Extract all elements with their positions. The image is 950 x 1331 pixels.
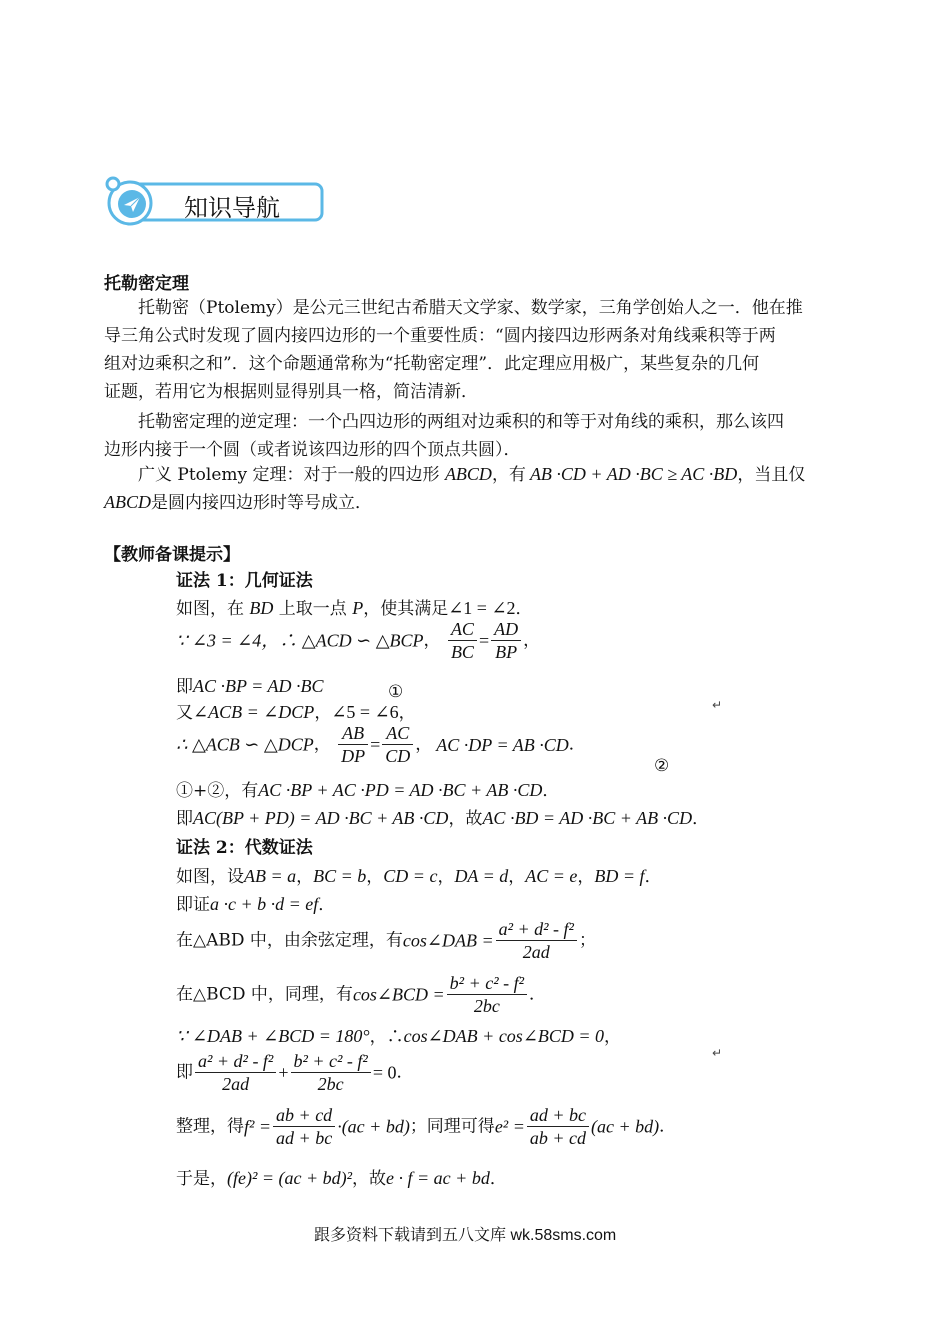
proof1-line1: 如图，在 BD 上取一点 P，使其满足∠1 = ∠2． <box>176 598 533 619</box>
intro-para3-line1: 广义 Ptolemy 定理：对于一般的四边形 ABCD，有 AB ·CD + AD ·BC ≥ AC ·BD，当且仅 <box>138 464 806 485</box>
section-title: 知识导航 <box>184 194 280 222</box>
intro-para1-line4: 证题，若用它为根据则显得别具一格，简洁清新． <box>104 382 478 402</box>
intro-heading: 托勒密定理 <box>104 274 189 294</box>
intro-para2-line1: 托勒密定理的逆定理：一个凸四边形的两组对边乘积的和等于对角线的乘积，那么该四 <box>138 412 784 432</box>
ptolemy-inequality: AB ·CD + AD ·BC ≥ AC ·BD <box>529 464 738 484</box>
proof1-line2: ∵ ∠3 = ∠4，∴ △ACD ∽ △BCP， $\frac{AC}{BC}$ = $\frac{AD}{BP}$ ， <box>176 619 541 662</box>
section-header-badge <box>104 176 326 226</box>
equation-mark-2: ② <box>654 756 670 776</box>
intro-para2-line2: 边形内接于一个圆（或者说该四边形的四个顶点共圆）． <box>104 440 521 460</box>
proof2-title: 证法 2：代数证法 <box>176 838 313 858</box>
proof2-line1: 如图，设AB = a，BC = b，CD = c，DA = d，AC = e，BD = f． <box>176 866 662 887</box>
equation-mark-1: ① <box>388 682 404 702</box>
proof2-line7: 整理，得f² = $\frac{ab + cd}{ad + bc}$ ·(ac + bd)；同理可得e² = $\frac{ad + bc}{ab + cd}$ (ac + bd)． <box>176 1105 677 1148</box>
intro-para1-line3: 组对边乘积之和”．这个命题通常称为“托勒密定理”．此定理应用极广，某些复杂的几何 <box>104 354 760 374</box>
proof1-title: 证法 1：几何证法 <box>176 571 313 591</box>
proof1-line6: ①+②，有AC ·BP + AC ·PD = AD ·BC + AB ·CD． <box>176 780 560 801</box>
footer-link-text[interactable]: 跟多资料下载请到五八文库 wk.58sms.com <box>314 1227 617 1244</box>
intro-para1-line1: 托勒密（Ptolemy）是公元三世纪古希腊天文学家、数学家，三角学创始人之一．他在推 <box>138 298 803 318</box>
proof1-line3: 即AC ·BP = AD ·BC <box>176 676 324 697</box>
proof2-line2: 即证a ·c + b ·d = ef． <box>176 894 336 915</box>
proof2-line3: 在△ABD 中，由余弦定理，有cos∠DAB = $\frac{\text{a² + d² - f²}}{2ad}$ ； <box>176 919 596 962</box>
return-mark-1: ↵ <box>712 698 723 712</box>
proof2-line4: 在△BCD 中，同理，有cos∠BCD = $\frac{\text{b² + c² - f²}}{2bc}$ ． <box>176 973 546 1016</box>
proof1-line5: ∴ △ACB ∽ △DCP， $\frac{AB}{DP}$ = $\frac{AC}{CD}$ ， AC ·DP = AB ·CD． <box>176 723 586 766</box>
teacher-heading: 【教师备课提示】 <box>104 545 240 565</box>
return-mark-2: ↵ <box>712 1046 723 1060</box>
proof1-line7: 即AC(BP + PD) = AD ·BC + AB ·CD，故AC ·BD = AD ·BC + AB ·CD． <box>176 808 710 829</box>
proof2-line8: 于是，(fe)² = (ac + bd)²，故e · f = ac + bd． <box>176 1168 507 1189</box>
proof2-line6: 即 $\frac{\text{a² + d² - f²}}{2ad}$ + $\frac{\text{b² + c² - f²}}{2bc}$ = 0． <box>176 1051 414 1094</box>
proof1-line4: 又∠ACB = ∠DCP，∠5 = ∠6， <box>176 702 416 723</box>
intro-para1-line2: 导三角公式时发现了圆内接四边形的一个重要性质：“圆内接四边形两条对角线乘积等于两 <box>104 326 776 346</box>
proof2-line5: ∵ ∠DAB + ∠BCD = 180°，∴cos∠DAB + cos∠BCD = 0， <box>176 1026 622 1047</box>
intro-para3-line2: ABCD是圆内接四边形时等号成立． <box>104 492 372 513</box>
